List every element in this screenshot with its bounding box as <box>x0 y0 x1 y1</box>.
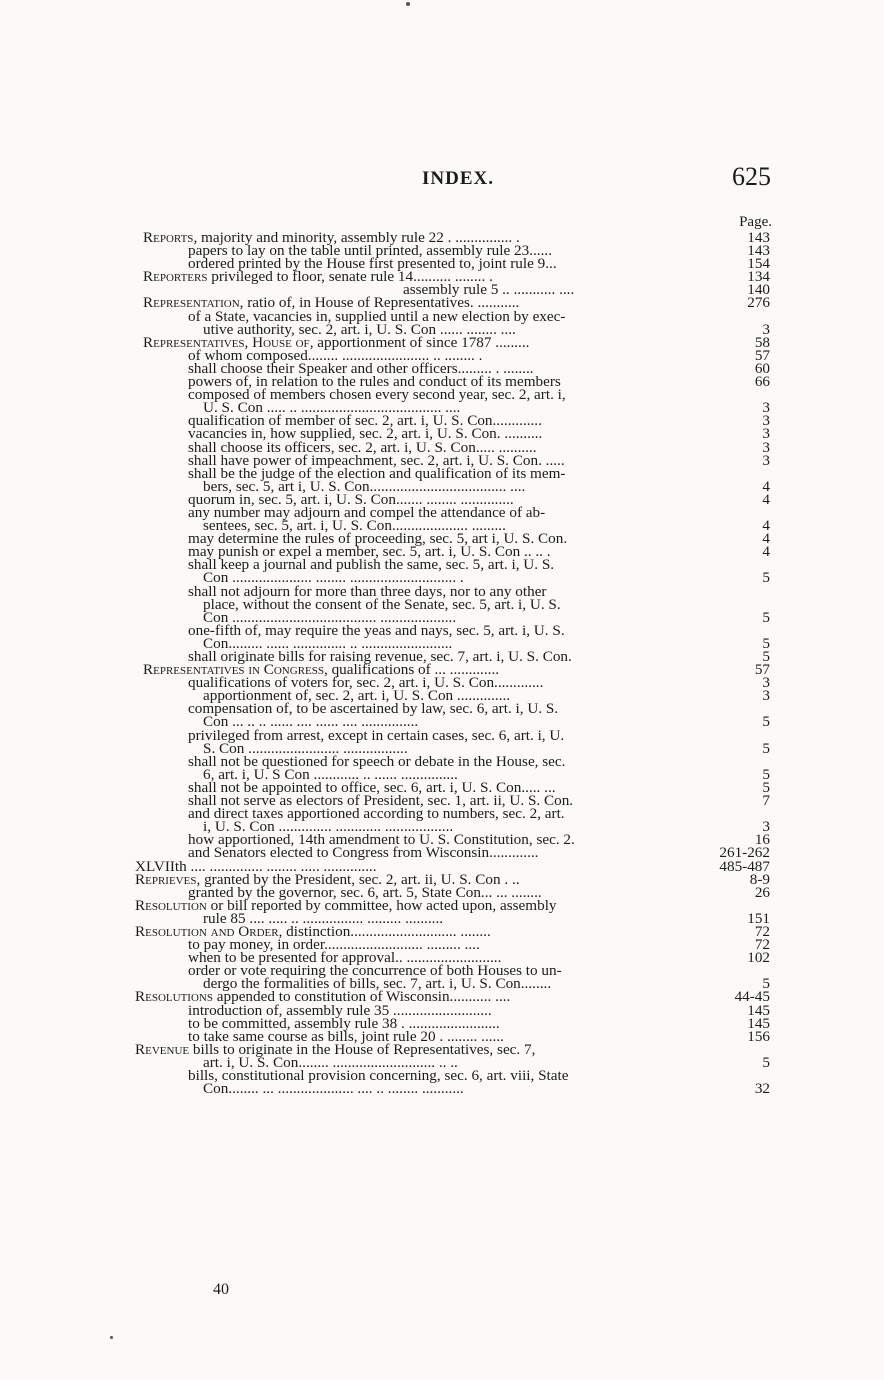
entry-page-number: 261-262 <box>719 844 770 862</box>
page-header <box>0 162 884 196</box>
entry-body: quorum in, sec. 5, art. i, U. S. Con....... ........ .............. <box>188 490 514 508</box>
entry-body: rule 85 .... ..... .. ................ ......... .......... <box>203 909 444 927</box>
entry-body: and direct taxes apportioned according to numbers, sec. 2, art. <box>188 805 565 823</box>
entry-body: privileged from arrest, except in certain cases, sec. 6, art. i, U. <box>188 726 565 744</box>
entry-body: 6, art. i, U. S Con ............ .. ...... ............... <box>203 765 458 783</box>
entry-body: to take same course as bills, joint rule 20 . ........ ...... <box>188 1027 504 1045</box>
entry-page-number: 58 <box>754 333 770 351</box>
entry-page-number: 154 <box>747 255 770 273</box>
entry-body: shall not be appointed to office, sec. 6, art. i, U. S. Con..... ... <box>188 778 556 796</box>
entry-body: of whom composed........ ....................... .. ........ . <box>188 346 483 364</box>
entry-body: shall originate bills for raising revenue, sec. 7, art. i, U. S. Con. <box>188 648 572 665</box>
entry-body: place, without the consent of the Senate, sec. 5, art. i, U. S. <box>203 595 561 613</box>
entry-body: shall choose its officers, sec. 2, art. i, U. S. Con..... .......... <box>188 438 537 456</box>
entry-page-number: 3 <box>762 451 770 469</box>
ink-speck <box>406 2 410 6</box>
entry-page-number: 66 <box>754 373 770 391</box>
entry-body: or bill reported by committee, how acted upon, assembly <box>206 896 557 914</box>
entry-body: shall choose their Speaker and other officers......... . ........ <box>188 359 534 377</box>
entry-body: assembly rule 5 .. ........... .... <box>403 281 575 299</box>
entry-page-number: 7 <box>762 792 770 810</box>
entry-page-number: 4 <box>762 517 770 535</box>
entry-page-number: 4 <box>762 543 770 561</box>
entry-page-number: 140 <box>747 281 770 299</box>
entry-page-number: 4 <box>762 490 770 508</box>
entry-body: S. Con ........................ ................. <box>203 739 408 757</box>
entry-page-number: 145 <box>747 1014 770 1032</box>
entry-page-number: 5 <box>762 975 770 993</box>
entry-body: , ratio of, in House of Representatives. ........... <box>239 294 520 312</box>
entry-body: XLVIIth .... .............. ........ ..... .............. <box>135 857 377 875</box>
entry-page-number: 3 <box>762 399 770 417</box>
entry-page-number: 5 <box>762 634 770 652</box>
entry-page-number: 3 <box>762 320 770 338</box>
entry-body: U. S. Con ..... .. ..................................... .... <box>203 399 461 417</box>
entry-page-number: 134 <box>747 268 770 286</box>
entry-page-number: 276 <box>747 294 770 312</box>
index-title: INDEX. <box>422 168 494 189</box>
entry-page-number: 5 <box>762 778 770 796</box>
entry-page-number: 145 <box>747 1001 770 1019</box>
entry-page-number: 485-487 <box>719 857 770 875</box>
entry-page-number: 44-45 <box>734 988 770 1006</box>
index-entries <box>0 229 884 1098</box>
entry-body: granted by the governor, sec. 6, art. 5, State Con... ... ........ <box>188 883 542 901</box>
entry-body: , majority and minority, assembly rule 22 . ............... . <box>193 229 520 246</box>
entry-body: bills, constitutional provision concerning, sec. 6, art. viii, State <box>188 1067 569 1084</box>
entry-page-number: 60 <box>754 359 770 377</box>
entry-page-number: 5 <box>762 648 770 665</box>
entry-page-number: 5 <box>762 739 770 757</box>
entry-body: Con........ ... .................... .... .. ........ ........... <box>203 1080 464 1098</box>
entry-page-number: 3 <box>762 438 770 456</box>
entry-heading: Reprieves <box>135 870 197 888</box>
entry-heading: Representatives, House of <box>143 333 310 351</box>
page-number: 625 <box>732 162 771 191</box>
entry-page-number: 156 <box>747 1027 770 1045</box>
entry-body: , qualifications of ... ............. <box>323 661 500 679</box>
entry-page-number: 3 <box>762 818 770 836</box>
entry-body: any number may adjourn and compel the attendance of ab- <box>188 503 546 521</box>
entry-body: qualifications of voters for, sec. 2, art. i, U. S. Con............. <box>188 674 544 692</box>
entry-body: i, U. S. Con .............. ............ .................. <box>203 818 454 836</box>
entry-body: shall not adjourn for more than three days, nor to any other <box>188 582 547 600</box>
entry-body: appended to constitution of Wisconsin........... .... <box>212 988 511 1006</box>
entry-body: of a State, vacancies in, supplied until a new election by exec- <box>188 307 566 325</box>
entry-body: to be committed, assembly rule 38 . ........................ <box>188 1014 500 1032</box>
entry-body: shall have power of impeachment, sec. 2, art. i, U. S. Con. ..... <box>188 451 565 469</box>
entry-body: to pay money, in order.......................... ......... .... <box>188 936 480 954</box>
entry-heading: Resolution <box>135 896 207 914</box>
entry-page-number: 5 <box>762 1053 770 1071</box>
entry-body: shall not be questioned for speech or debate in the House, sec. <box>188 752 566 770</box>
index-entry <box>0 726 884 744</box>
entry-body: composed of members chosen every second year, sec. 2, art. i, <box>188 386 566 404</box>
entry-body: utive authority, sec. 2, art. i, U. S. Con ...... ........ .... <box>203 320 516 338</box>
entry-body: may determine the rules of proceeding, sec. 5, art i, U. S. Con. <box>188 530 568 548</box>
entry-body: shall keep a journal and publish the same, sec. 5, art. i, U. S. <box>188 556 555 574</box>
entry-body: bers, sec. 5, art i, U. S. Con.................................... .... <box>203 477 526 495</box>
entry-body: papers to lay on the table until printed, assembly rule 23...... <box>188 242 552 260</box>
entry-text <box>203 1080 464 1098</box>
entry-heading: Reporters <box>143 268 208 286</box>
entry-page-number: 3 <box>762 674 770 692</box>
entry-page-number: 3 <box>762 687 770 705</box>
entry-heading: Reports <box>143 229 194 246</box>
entry-page-number: 3 <box>762 425 770 443</box>
entry-body: art. i, U. S. Con........ ........................... .. .. <box>203 1053 458 1071</box>
entry-body: how apportioned, 14th amendment to U. S. Constitution, sec. 2. <box>188 831 575 849</box>
entry-page-number: 5 <box>762 608 770 626</box>
entry-body: powers of, in relation to the rules and conduct of its members <box>188 373 561 391</box>
signature-mark: 40 <box>213 1281 229 1298</box>
entry-page-number: 57 <box>754 346 770 364</box>
entry-page-number: 16 <box>754 831 770 849</box>
entry-page-number: 143 <box>747 242 770 260</box>
entry-body: Con......... ...... .............. .. ........................ <box>203 634 453 652</box>
entry-heading: Representatives in Congress <box>143 661 324 679</box>
entry-body: Con ...................................... .................... <box>203 608 457 626</box>
entry-body: sentees, sec. 5, art. i, U. S. Con.................... ......... <box>203 517 506 535</box>
entry-page-number: 151 <box>747 909 770 927</box>
entry-page-number: 72 <box>754 922 770 940</box>
entry-heading: Resolutions <box>135 988 213 1006</box>
entry-body: shall be the judge of the election and qualification of its mem- <box>188 464 566 482</box>
entry-body: one-fifth of, may require the yeas and nays, sec. 5, art. i, U. S. <box>188 621 565 639</box>
entry-page-number: 26 <box>754 883 770 901</box>
entry-page-number: 5 <box>762 569 770 587</box>
entry-heading: Representation <box>143 294 240 312</box>
entry-page-number: 32 <box>754 1080 770 1098</box>
ink-speck <box>110 1336 113 1339</box>
entry-body: when to be presented for approval.. ......................... <box>188 949 502 967</box>
entry-body: , apportionment of since 1787 ......... <box>309 333 530 351</box>
page-column-label: Page. <box>739 214 772 230</box>
entry-body: privileged to floor, senate rule 14.......... ........ . <box>207 268 493 286</box>
entry-body: introduction of, assembly rule 35 .......................... <box>188 1001 492 1019</box>
entry-body: Con ... .. .. ...... .... ...... .... ............... <box>203 713 419 731</box>
entry-body: bills to originate in the House of Representatives, sec. 7, <box>189 1040 536 1058</box>
entry-page-number: 4 <box>762 530 770 548</box>
entry-page-number: 57 <box>754 661 770 679</box>
entry-body: qualification of member of sec. 2, art. i, U. S. Con............. <box>188 412 542 430</box>
entry-page-number: 3 <box>762 412 770 430</box>
entry-body: may punish or expel a member, sec. 5, art. i, U. S. Con .. .. . <box>188 543 551 561</box>
entry-body: vacancies in, how supplied, sec. 2, art. i, U. S. Con. .......... <box>188 425 543 443</box>
entry-page-number: 4 <box>762 477 770 495</box>
entry-page-number: 5 <box>762 713 770 731</box>
index-entry <box>0 700 884 718</box>
entry-body: Con ..................... ........ ............................ . <box>203 569 464 587</box>
entry-body: , distinction............................ ........ <box>278 922 491 940</box>
entry-page-number: 72 <box>754 936 770 954</box>
entry-body: order or vote requiring the concurrence of both Houses to un- <box>188 962 562 980</box>
entry-body: apportionment of, sec. 2, art. i, U. S. Con .............. <box>203 687 511 705</box>
entry-page-number: 5 <box>762 765 770 783</box>
entry-page-number: 143 <box>747 229 770 246</box>
entry-body: and Senators elected to Congress from Wisconsin............. <box>188 844 539 862</box>
entry-body: shall not serve as electors of President, sec. 1, art. ii, U. S. Con. <box>188 792 574 810</box>
entry-body: , granted by the President, sec. 2, art. ii, U. S. Con . .. <box>196 870 520 888</box>
entry-body: compensation of, to be ascertained by law, sec. 6, art. i, U. S. <box>188 700 559 718</box>
entry-body: ordered printed by the House first presented to, joint rule 9... <box>188 255 557 273</box>
entry-page-number: 8-9 <box>749 870 770 888</box>
entry-heading: Resolution and Order <box>135 922 279 940</box>
entry-page-number: 102 <box>747 949 770 967</box>
index-entry <box>0 1080 884 1098</box>
entry-body: dergo the formalities of bills, sec. 7, art. i, U. S. Con........ <box>203 975 552 993</box>
entry-heading: Revenue <box>135 1040 190 1058</box>
